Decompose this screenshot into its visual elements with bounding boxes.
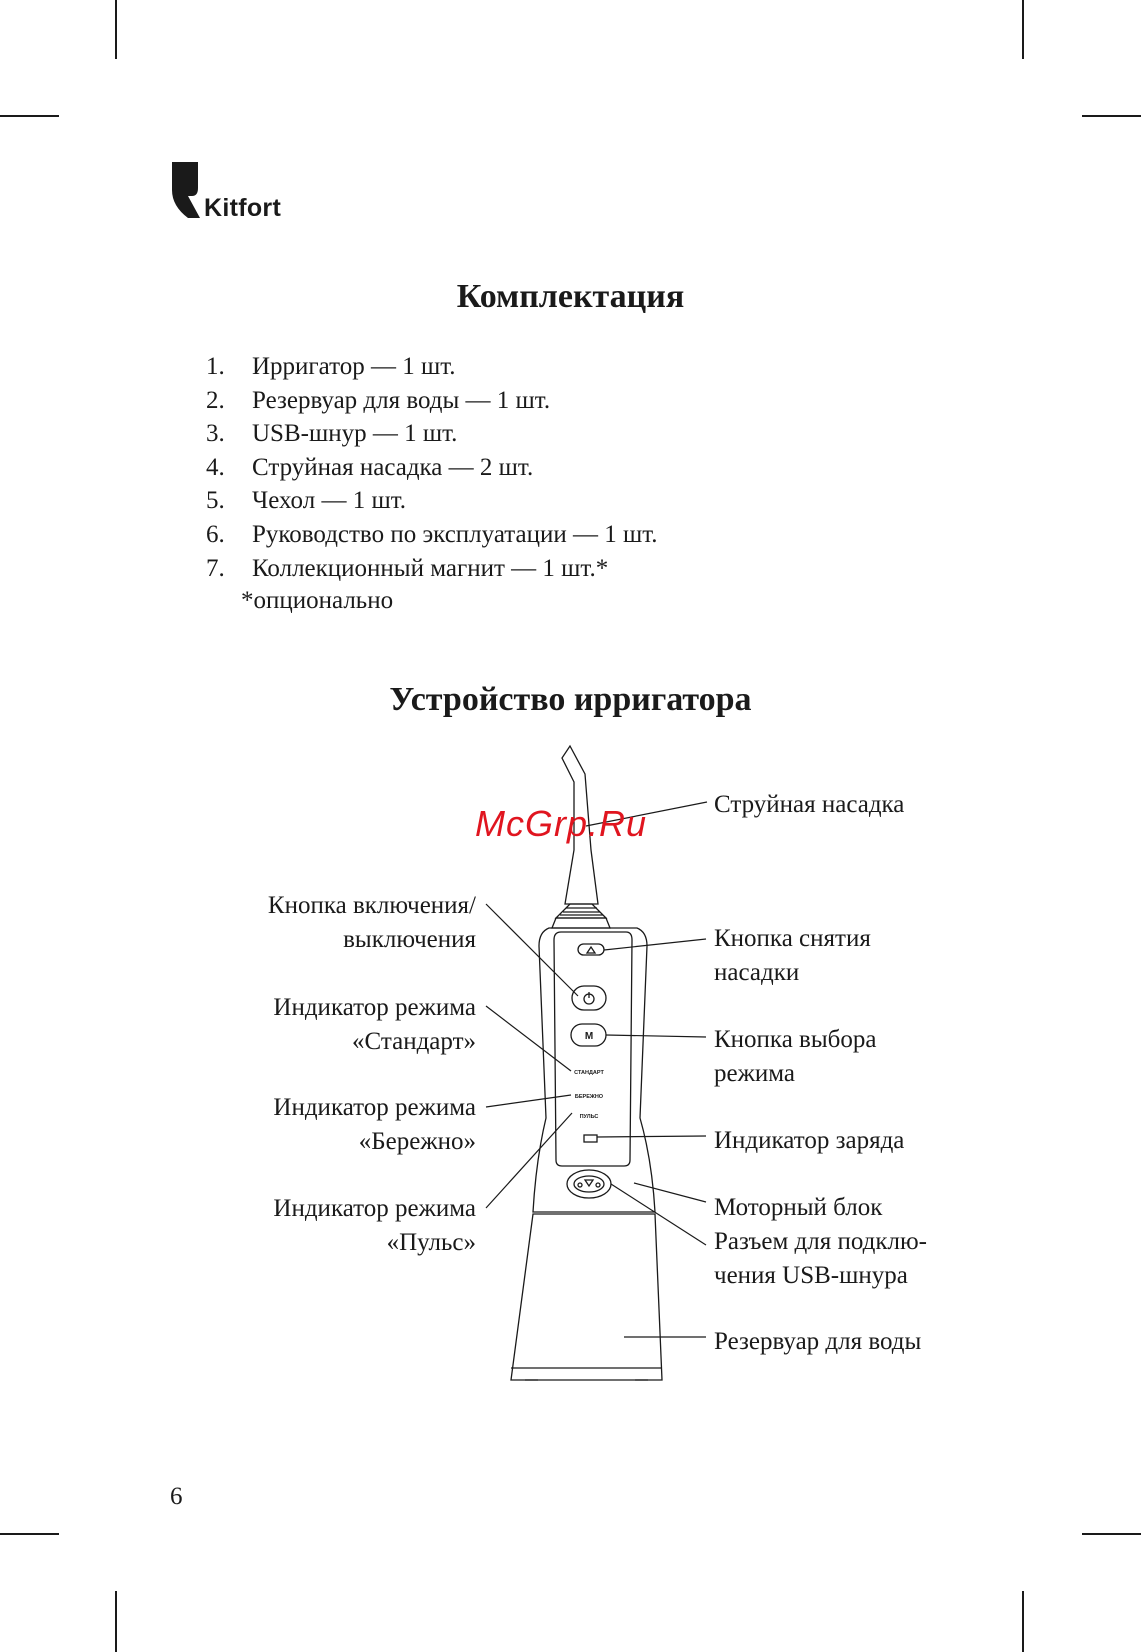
label-motor-block: Моторный блок — [714, 1194, 883, 1221]
head-cap — [552, 918, 610, 928]
list-item: 4. Струйная насадка — 2 шт. — [206, 453, 534, 481]
section-title-contents: Комплектация — [456, 278, 685, 315]
indicator-gentle-label: БЕРЕЖНО — [574, 1094, 604, 1100]
nozzle-base — [556, 904, 606, 918]
charge-indicator — [584, 1135, 597, 1142]
label-charge-indicator: Индикатор заряда — [714, 1127, 905, 1154]
label-usb-port: Разъем для подклю- чения USB-шнура — [714, 1228, 927, 1289]
watermark: McGrp.Ru — [475, 803, 648, 844]
water-tank — [511, 1214, 662, 1380]
section-title-device: Устройство ирригатора — [389, 681, 752, 718]
label-nozzle: Струйная насадка — [714, 791, 905, 818]
footnote: *опционально — [241, 587, 394, 614]
control-panel — [554, 932, 632, 1166]
list-item: 6. Руководство по эксплуатации — 1 шт. — [206, 520, 658, 548]
list-item: 5. Чехол — 1 шт. — [206, 487, 407, 515]
label-mode-button: Кнопка выбора режима — [714, 1026, 877, 1087]
label-indicator-pulse: Индикатор режима «Пульс» — [273, 1195, 476, 1256]
mode-button-label: M — [584, 1031, 594, 1042]
logo-text: Kitfort — [204, 194, 282, 222]
list-item: 3. USB-шнур — 1 шт. — [206, 420, 458, 448]
list-item: 7. Коллекционный магнит — 1 шт.* — [206, 554, 609, 582]
list-item: 1. Ирригатор — 1 шт. — [206, 353, 456, 380]
indicator-pulse-label: ПУЛЬС — [579, 1114, 599, 1120]
page-number: 6 — [170, 1483, 183, 1510]
label-power-button: Кнопка включения/ выключения — [267, 892, 476, 953]
label-indicator-standard: Индикатор режима «Стандарт» — [273, 994, 476, 1055]
label-water-tank: Резервуар для воды — [714, 1328, 922, 1355]
list-item: 2. Резервуар для воды — 1 шт. — [206, 386, 551, 414]
label-release-button: Кнопка снятия насадки — [714, 925, 871, 986]
label-indicator-gentle: Индикатор режима «Бережно» — [273, 1094, 476, 1155]
indicator-standard-label: СТАНДАРТ — [574, 1070, 604, 1076]
